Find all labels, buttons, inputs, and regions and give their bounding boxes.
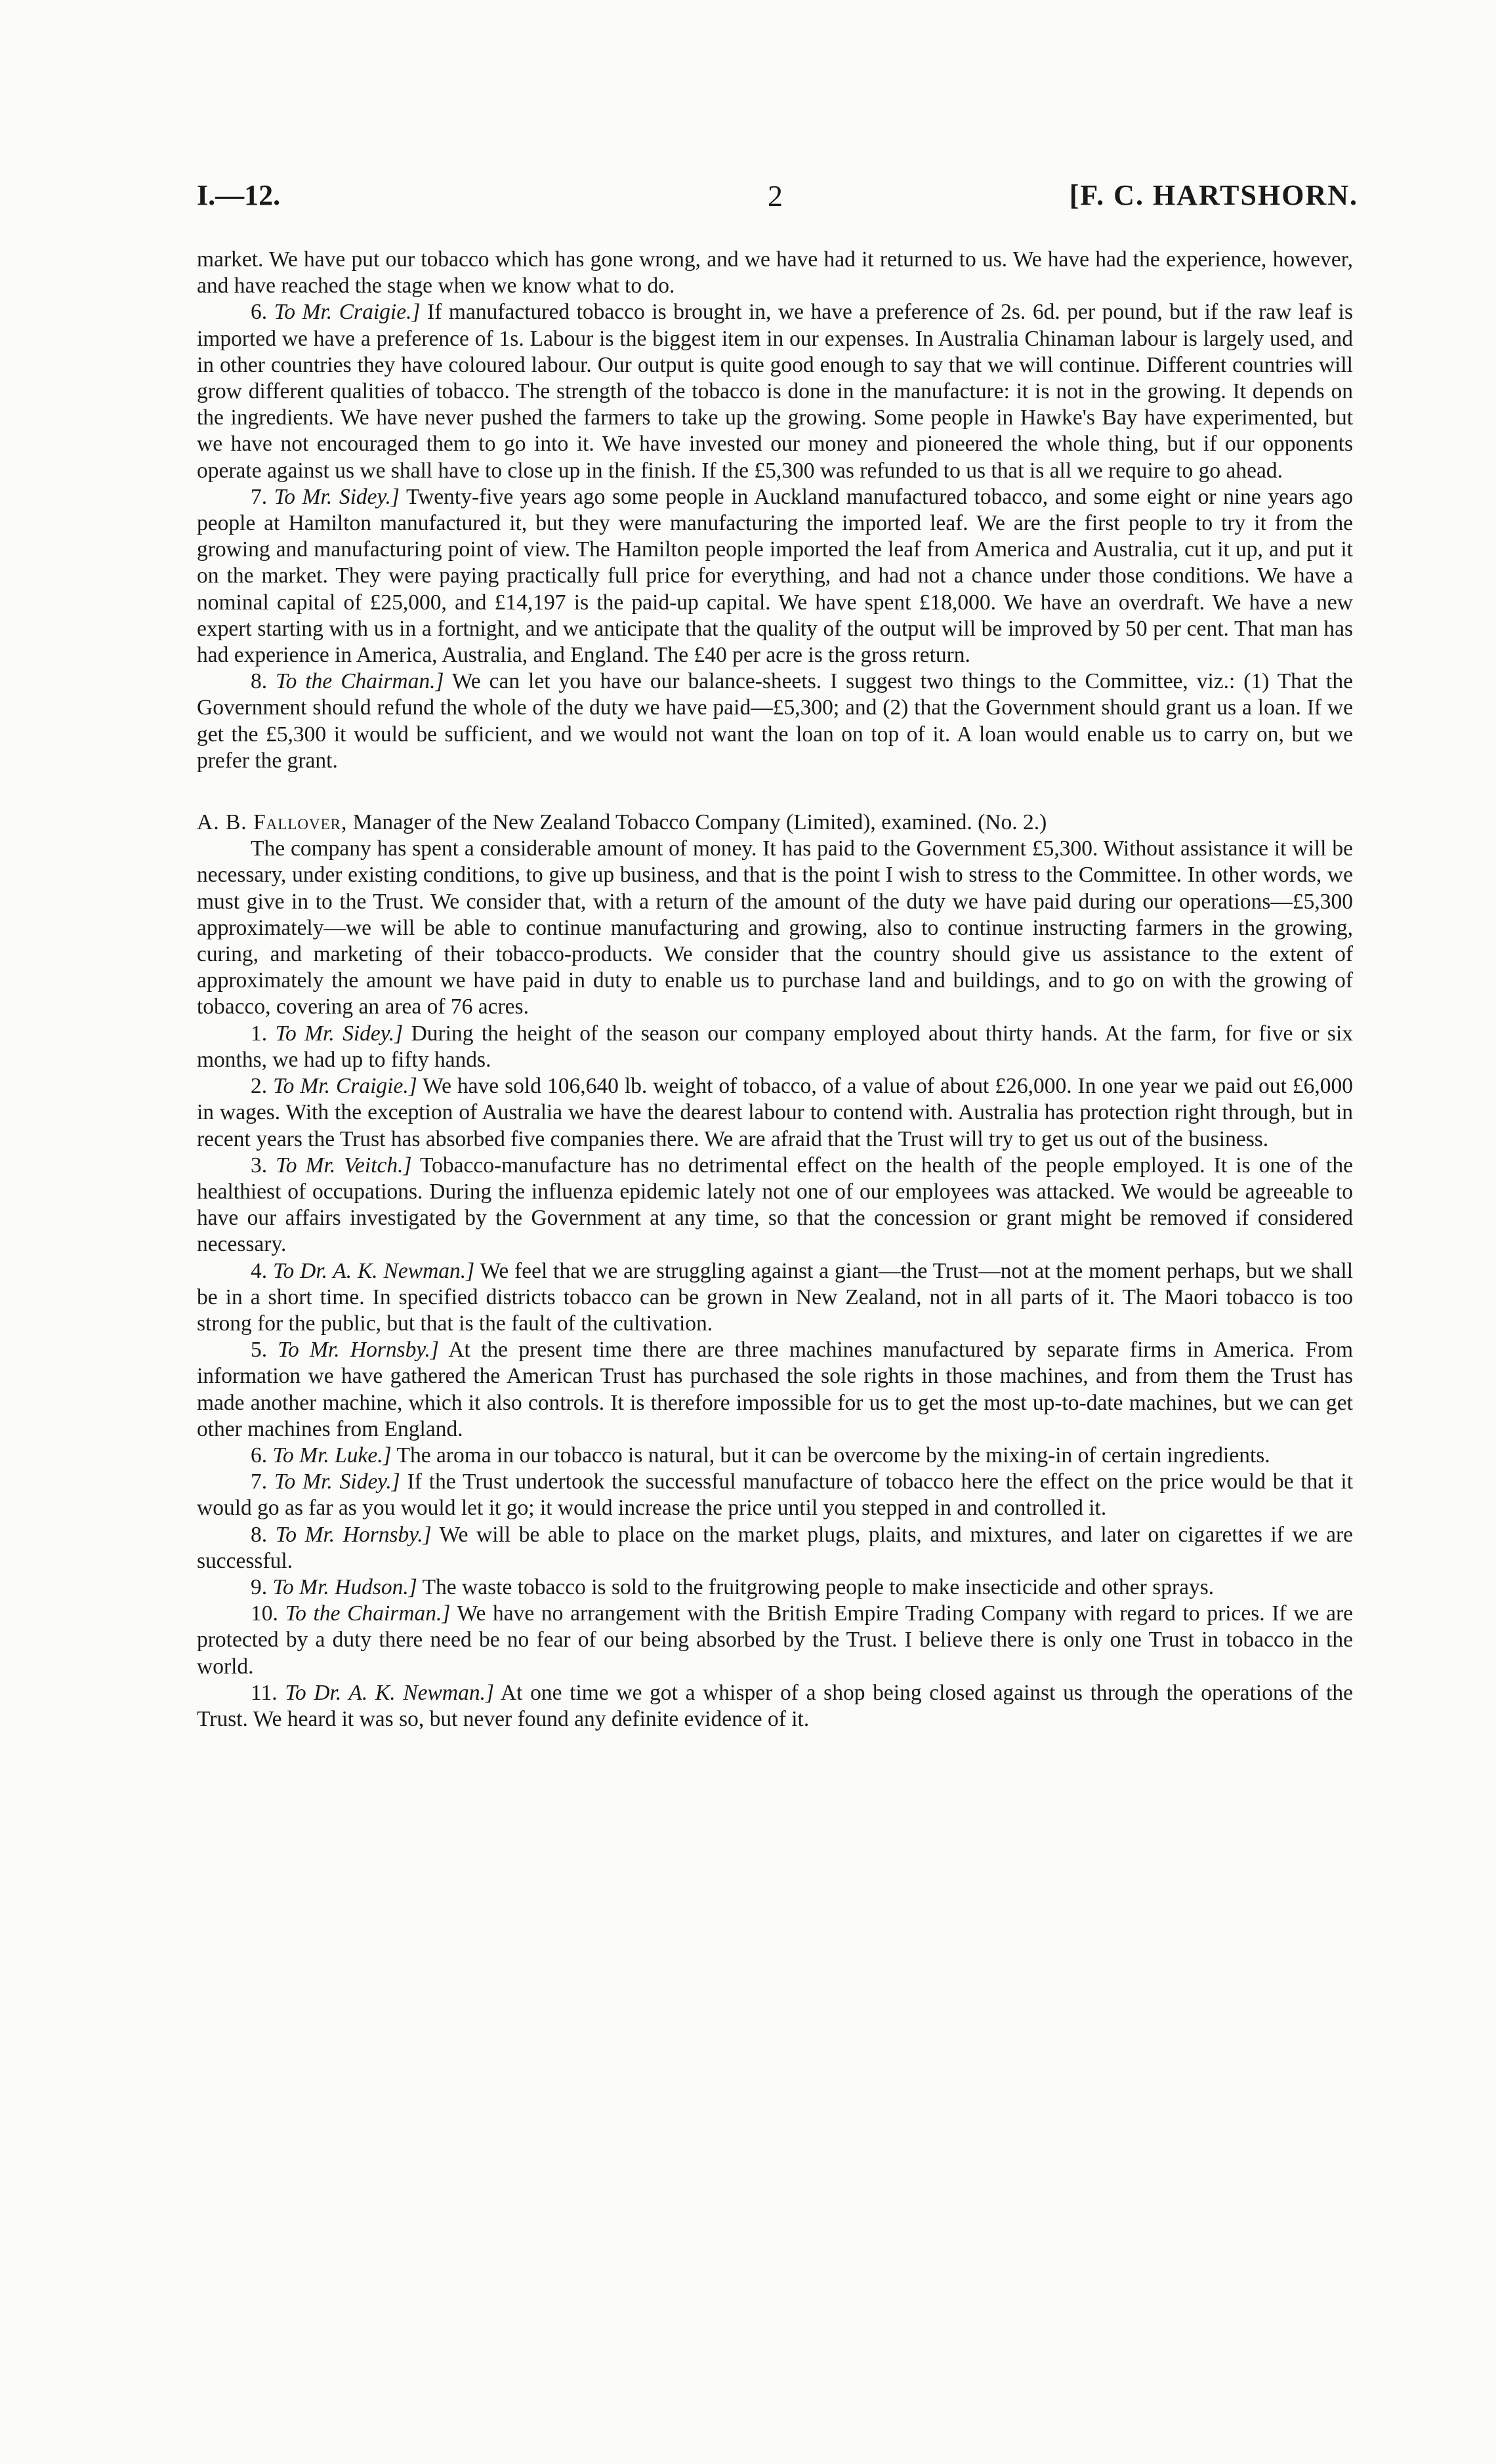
section-gap	[197, 774, 1353, 810]
document-body	[197, 247, 1353, 1733]
answer-text: Twenty-five years ago some people in Auckland manufactured tobacco, and some eight or nine years ago people at Hamilton manufactured it, but they were manufacturing the imported leaf. We are the first people to try it from the growing and manufacturing point of view. The Hamilton people imported the leaf from America and Australia, cut it up, and put it on the market. They were paying practically full price for everything, and had not a chance under those conditions. We have a nominal capital of £25,000, and £14,197 is the paid-up capital. We have spent £18,000. We have an overdraft. We have a new expert starting with us in a fortnight, and we anticipate that the quality of the output will be improved by 50 per cent. That man has had experience in America, Australia, and England. The £40 per acre is the gross return.	[197, 484, 1354, 668]
witness-running-head: [F. C. HARTSHORN.	[1069, 179, 1358, 211]
answer-number: 11.	[251, 1680, 278, 1705]
answer-addressee: To Mr. Luke.]	[272, 1443, 392, 1468]
answer-addressee: To Mr. Sidey.]	[274, 1469, 400, 1494]
answer-addressee: To Mr. Veitch.]	[276, 1153, 412, 1178]
answer-addressee: To Dr. A. K. Newman.]	[272, 1258, 475, 1283]
answer-addressee: To Mr. Craigie.]	[273, 1074, 417, 1099]
witness-name: A. B. Fallover,	[197, 810, 348, 835]
answer-paragraph	[197, 1337, 1353, 1443]
answer-text: We have sold 106,640 lb. weight of tobacco, of a value of about £26,000. In one year we paid out £6,000 in wages. With the exception of Australia we have the dearest labour to contend with. Australia has protection right through, but in recent years the Trust has absorbed five companies there. We are afraid that the Trust will try to get us out of the business.	[197, 1074, 1354, 1151]
answer-text: We can let you have our balance-sheets. I suggest two things to the Committee, viz.: (1) That the Government should refund the whole of the duty we have paid—£5,300; and (2) that the Government should grant us a loan. If we get the £5,300 it would be sufficient, and we would not want the loan on top of it. A loan would enable us to carry on, but we prefer the grant.	[197, 669, 1353, 773]
answer-paragraph	[197, 1601, 1353, 1680]
answer-addressee: To Mr. Craigie.]	[274, 300, 421, 325]
answer-text: Tobacco-manufacture has no detrimental effect on the health of the people employed. It is one of the healthiest of occupations. During the influenza epidemic lately not one of our employees was attacked. We would be agreeable to have our affairs investigated by the Government at any time, so that the concession or grant might be removed if considered necessary.	[197, 1153, 1353, 1257]
answer-number: 8.	[251, 669, 268, 694]
answer-text: The aroma in our tobacco is natural, but it can be overcome by the mixing-in of certain ingredients.	[396, 1443, 1270, 1468]
answer-paragraph	[197, 1522, 1353, 1574]
answer-number: 4.	[251, 1258, 268, 1283]
witness-description: Manager of the New Zealand Tobacco Company (Limited), examined. (No. 2.)	[352, 810, 1047, 835]
answer-paragraph	[197, 1073, 1353, 1153]
answer-text: The waste tobacco is sold to the fruitgrowing people to make insecticide and other sprays.	[422, 1574, 1215, 1599]
answer-paragraph	[197, 668, 1353, 774]
answer-text: If manufactured tobacco is brought in, we have a preference of 2s. 6d. per pound, but if the raw leaf is imported we have a preference of 1s. Labour is the biggest item in our expenses. In Australia Chinaman labour is largely used, and in other countries they have coloured labour. Our output is quite good enough to say that we will continue. Different countries will grow different qualities of tobacco. The strength of the tobacco is done in the manufacture: it is not in the growing. It depends on the ingredients. We have never pushed the farmers to take up the growing. Some people in Hawke's Bay have experimented, but we have not encouraged them to go into it. We have invested our money and pioneered the whole thing, but if our opponents operate against us we shall have to close up in the finish. If the £5,300 was refunded to us that is all we require to go ahead.	[197, 300, 1354, 483]
continuation-paragraph: market. We have put our tobacco which has gone wrong, and we have had it returned to us. We have had the experience, however, and have reached the stage when we know what to do.	[197, 247, 1353, 298]
answer-number: 2.	[251, 1074, 268, 1099]
answer-paragraph	[197, 1443, 1353, 1469]
answer-text: During the height of the season our company employed about thirty hands. At the farm, for five or six months, we had up to fifty hands.	[197, 1021, 1354, 1072]
paper-reference: I.—12.	[197, 179, 281, 211]
answer-text: If the Trust undertook the successful manufacture of tobacco here the effect on the price would be that it would go as far as you would let it go; it would increase the price until you stepped in and controlled it.	[197, 1469, 1354, 1521]
answer-text: At the present time there are three machines manufactured by separate firms in America. From information we have gathered the American Trust has purchased the sole rights in those machines, and from them the Trust has made another machine, which it also controls. It is therefore impossible for us to get the most up-to-date machines, but we can get other machines from England.	[197, 1338, 1354, 1441]
answer-addressee: To Dr. A. K. Newman.]	[285, 1680, 494, 1705]
answer-addressee: To Mr. Sidey.]	[274, 484, 400, 509]
answer-paragraph	[197, 484, 1353, 668]
answer-paragraph	[197, 1574, 1353, 1601]
answer-paragraph	[197, 1021, 1353, 1073]
answer-addressee: To Mr. Hornsby.]	[275, 1522, 432, 1547]
answer-number: 10.	[251, 1601, 278, 1626]
answer-number: 3.	[251, 1153, 268, 1178]
answer-text: We feel that we are struggling against a giant—the Trust—not at the moment perhaps, but we shall be in a short time. In specified districts tobacco can be grown in New Zealand, not in all parts of it. The Maori tobacco is too strong for the public, but that is the fault of the cultivation.	[197, 1258, 1354, 1336]
page-number: 2	[768, 179, 783, 213]
answer-paragraph	[197, 1258, 1353, 1338]
answer-text: We have no arrangement with the British Empire Trading Company with regard to prices. If we are protected by a duty there need be no fear of our being absorbed by the Trust. I believe there is only one Trust in tobacco in the world.	[197, 1601, 1353, 1679]
answer-addressee: To Mr. Hudson.]	[272, 1574, 417, 1599]
answer-paragraph	[197, 299, 1353, 483]
answer-addressee: To the Chairman.]	[285, 1601, 451, 1626]
answer-number: 6.	[251, 1443, 268, 1468]
page-header	[197, 178, 1358, 218]
answer-paragraph	[197, 1680, 1353, 1733]
answer-paragraph	[197, 1153, 1353, 1258]
witness-heading	[197, 810, 1353, 836]
answer-addressee: To the Chairman.]	[276, 669, 444, 694]
answer-addressee: To Mr. Hornsby.]	[278, 1338, 439, 1363]
answer-addressee: To Mr. Sidey.]	[275, 1021, 404, 1046]
answer-number: 8.	[251, 1522, 268, 1547]
answer-number: 9.	[251, 1574, 268, 1599]
answer-number: 6.	[251, 300, 268, 325]
answer-text: We will be able to place on the market plugs, plaits, and mixtures, and later on cigarettes if we are successful.	[197, 1522, 1354, 1573]
answer-number: 1.	[251, 1021, 268, 1046]
witness-statement: The company has spent a considerable amount of money. It has paid to the Government £5,300. Without assistance it will be necessary, under existing conditions, to give up business, and that is the point I wish to stress to the Committee. In other words, we must give in to the Trust. We consider that, with a return of the amount of the duty we have paid during our operations—£5,300 approximately—we will be able to continue manufacturing and growing, also to continue instructing farmers in the growing, curing, and marketing of their tobacco-products. We consider that the country should give us assistance to the extent of approximately the amount we have paid in duty to enable us to purchase land and buildings, and to go on with the growing of tobacco, covering an area of 76 acres.	[197, 836, 1353, 1019]
answer-number: 7.	[251, 484, 268, 509]
answer-number: 5.	[251, 1338, 268, 1363]
answer-paragraph	[197, 1469, 1353, 1521]
answer-number: 7.	[251, 1469, 268, 1494]
answer-text: At one time we got a whisper of a shop being closed against us through the operations of the Trust. We heard it was so, but never found any definite evidence of it.	[197, 1680, 1354, 1731]
